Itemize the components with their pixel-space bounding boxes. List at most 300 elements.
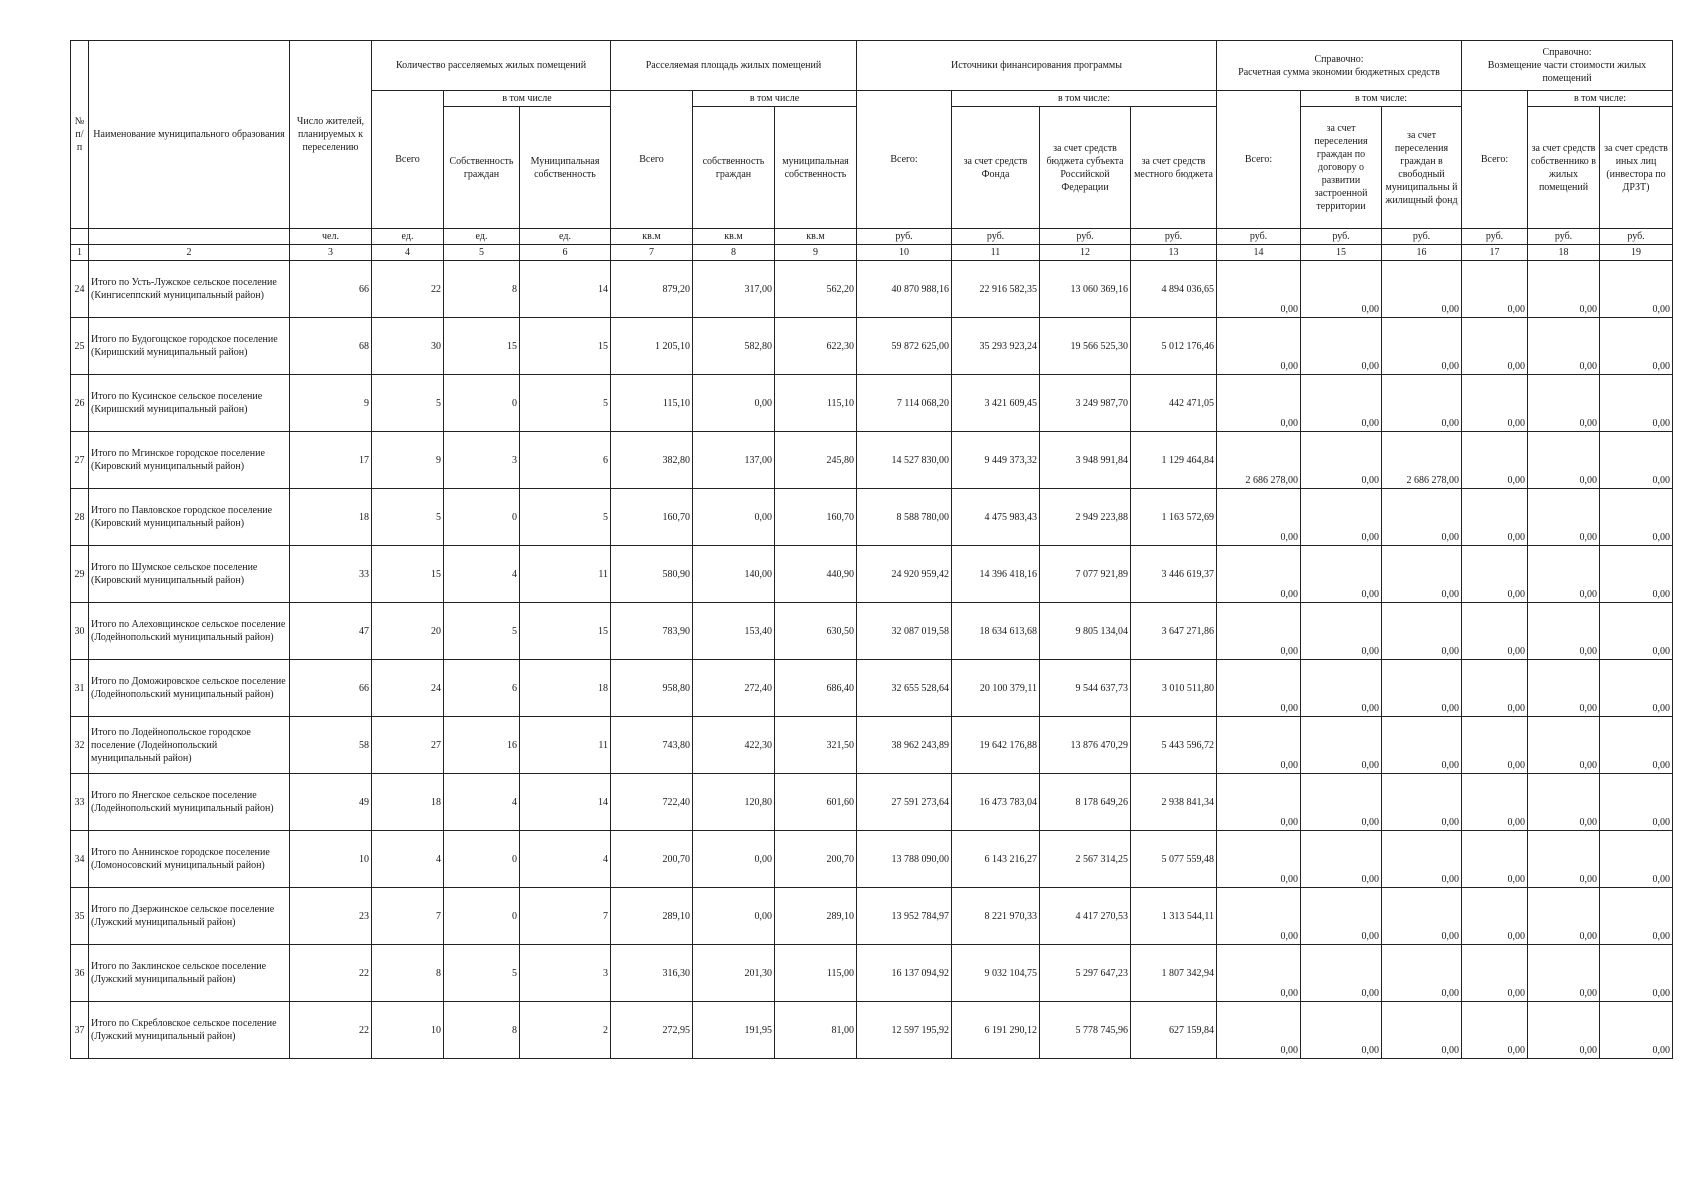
area-total-header: Всего <box>611 91 693 229</box>
value-cell: 562,20 <box>775 261 857 318</box>
value-cell: 4 417 270,53 <box>1040 888 1131 945</box>
value-cell: 0,00 <box>1217 603 1301 660</box>
unit-cell: ед. <box>372 229 444 245</box>
value-cell: 0,00 <box>1528 603 1600 660</box>
municipality-name: Итого по Шумское сельское поселение (Кировский муниципальный район) <box>89 546 290 603</box>
econ-group-label-1: Справочно: <box>1314 53 1364 65</box>
value-cell: 0,00 <box>1462 261 1528 318</box>
value-cell: 5 <box>520 489 611 546</box>
column-number-cell: 13 <box>1131 245 1217 261</box>
value-cell: 0,00 <box>1301 831 1382 888</box>
value-cell: 0,00 <box>1600 375 1673 432</box>
value-cell: 30 <box>372 318 444 375</box>
fin-fund-header: за счет средств Фонда <box>952 107 1040 229</box>
value-cell: 32 087 019,58 <box>857 603 952 660</box>
value-cell: 0,00 <box>1462 318 1528 375</box>
value-cell: 0,00 <box>1301 603 1382 660</box>
unit-cell: руб. <box>1040 229 1131 245</box>
value-cell: 6 143 216,27 <box>952 831 1040 888</box>
value-cell: 19 566 525,30 <box>1040 318 1131 375</box>
value-cell: 3 647 271,86 <box>1131 603 1217 660</box>
municipality-name: Итого по Мгинское городское поселение (Кировский муниципальный район) <box>89 432 290 489</box>
unit-cell: руб. <box>1382 229 1462 245</box>
unit-cell: руб. <box>1600 229 1673 245</box>
value-cell: 0,00 <box>1600 831 1673 888</box>
value-cell: 722,40 <box>611 774 693 831</box>
value-cell: 47 <box>290 603 372 660</box>
value-cell: 2 686 278,00 <box>1217 432 1301 489</box>
column-number-cell: 7 <box>611 245 693 261</box>
column-number-cell: 11 <box>952 245 1040 261</box>
table-row <box>71 1002 1673 1059</box>
column-number-cell: 16 <box>1382 245 1462 261</box>
value-cell: 9 449 373,32 <box>952 432 1040 489</box>
unit-cell: ед. <box>444 229 520 245</box>
value-cell: 27 <box>372 717 444 774</box>
qty-incl-header: в том числе <box>444 91 611 107</box>
value-cell: 2 686 278,00 <box>1382 432 1462 489</box>
unit-cell <box>89 229 290 245</box>
value-cell: 5 <box>372 489 444 546</box>
municipality-name: Итого по Кусинское сельское поселение (Киришский муниципальный район) <box>89 375 290 432</box>
value-cell: 8 221 970,33 <box>952 888 1040 945</box>
value-cell: 0,00 <box>1462 945 1528 1002</box>
value-cell: 0,00 <box>1600 318 1673 375</box>
unit-cell: руб. <box>1301 229 1382 245</box>
municipality-name: Итого по Заклинское сельское поселение (Лужский муниципальный район) <box>89 945 290 1002</box>
municipality-name: Итого по Скребловское сельское поселение (Лужский муниципальный район) <box>89 1002 290 1059</box>
value-cell: 27 591 273,64 <box>857 774 952 831</box>
value-cell: 18 634 613,68 <box>952 603 1040 660</box>
value-cell: 0,00 <box>1528 432 1600 489</box>
value-cell: 4 <box>372 831 444 888</box>
value-cell: 24 <box>372 660 444 717</box>
unit-cell: руб. <box>1131 229 1217 245</box>
value-cell: 0,00 <box>1382 375 1462 432</box>
value-cell: 0,00 <box>1382 945 1462 1002</box>
value-cell: 3 948 991,84 <box>1040 432 1131 489</box>
value-cell: 580,90 <box>611 546 693 603</box>
value-cell: 0,00 <box>1382 1002 1462 1059</box>
value-cell: 0,00 <box>693 888 775 945</box>
area-group-header: Расселяемая площадь жилых помещений <box>611 41 857 91</box>
value-cell: 0,00 <box>1600 888 1673 945</box>
table-row <box>71 888 1673 945</box>
value-cell: 0,00 <box>1382 603 1462 660</box>
value-cell: 9 032 104,75 <box>952 945 1040 1002</box>
value-cell: 160,70 <box>775 489 857 546</box>
value-cell: 59 872 625,00 <box>857 318 952 375</box>
row-number: 35 <box>71 888 89 945</box>
value-cell: 32 655 528,64 <box>857 660 952 717</box>
value-cell: 11 <box>520 717 611 774</box>
table-row <box>71 375 1673 432</box>
row-number: 36 <box>71 945 89 1002</box>
value-cell: 191,95 <box>693 1002 775 1059</box>
value-cell: 0 <box>444 375 520 432</box>
value-cell: 4 <box>520 831 611 888</box>
table-row <box>71 660 1673 717</box>
row-number: 29 <box>71 546 89 603</box>
value-cell: 5 012 176,46 <box>1131 318 1217 375</box>
value-cell: 0,00 <box>1382 489 1462 546</box>
value-cell: 958,80 <box>611 660 693 717</box>
value-cell: 200,70 <box>775 831 857 888</box>
column-number-cell: 2 <box>89 245 290 261</box>
resettlement-table <box>70 40 1673 1059</box>
value-cell: 0,00 <box>1528 888 1600 945</box>
value-cell: 0,00 <box>1217 318 1301 375</box>
fin-total-header: Всего: <box>857 91 952 229</box>
table-row <box>71 318 1673 375</box>
value-cell: 58 <box>290 717 372 774</box>
value-cell: 0,00 <box>1217 831 1301 888</box>
value-cell: 115,10 <box>611 375 693 432</box>
value-cell: 0,00 <box>1382 660 1462 717</box>
value-cell: 0 <box>444 489 520 546</box>
value-cell: 0,00 <box>693 375 775 432</box>
row-number: 32 <box>71 717 89 774</box>
value-cell: 13 876 470,29 <box>1040 717 1131 774</box>
value-cell: 3 <box>520 945 611 1002</box>
value-cell: 66 <box>290 261 372 318</box>
value-cell: 18 <box>372 774 444 831</box>
qty-total-header: Всего <box>372 91 444 229</box>
unit-cell: руб. <box>857 229 952 245</box>
value-cell: 9 <box>290 375 372 432</box>
value-cell: 22 916 582,35 <box>952 261 1040 318</box>
value-cell: 0,00 <box>1528 375 1600 432</box>
row-number: 37 <box>71 1002 89 1059</box>
value-cell: 4 894 036,65 <box>1131 261 1217 318</box>
value-cell: 18 <box>520 660 611 717</box>
value-cell: 2 <box>520 1002 611 1059</box>
value-cell: 18 <box>290 489 372 546</box>
value-cell: 3 446 619,37 <box>1131 546 1217 603</box>
econ-dev-header: за счет переселения граждан по договору о развитии застроенной территории <box>1301 107 1382 229</box>
value-cell: 10 <box>372 1002 444 1059</box>
value-cell: 22 <box>290 945 372 1002</box>
value-cell: 6 191 290,12 <box>952 1002 1040 1059</box>
fin-local-header: за счет средств местного бюджета <box>1131 107 1217 229</box>
municipality-name: Итого по Янегское сельское поселение (Лодейнопольский муниципальный район) <box>89 774 290 831</box>
table-row <box>71 489 1673 546</box>
table-body <box>71 261 1673 1059</box>
value-cell: 5 <box>372 375 444 432</box>
value-cell: 0,00 <box>1600 489 1673 546</box>
value-cell: 0,00 <box>1382 888 1462 945</box>
value-cell: 0,00 <box>1301 489 1382 546</box>
value-cell: 200,70 <box>611 831 693 888</box>
value-cell: 9 544 637,73 <box>1040 660 1131 717</box>
econ-free-header: за счет переселения граждан в свободный муниципальны й жилищный фонд <box>1382 107 1462 229</box>
value-cell: 289,10 <box>611 888 693 945</box>
value-cell: 14 <box>520 261 611 318</box>
table-row <box>71 261 1673 318</box>
table-row <box>71 717 1673 774</box>
value-cell: 0,00 <box>1382 774 1462 831</box>
econ-total-header: Всего: <box>1217 91 1301 229</box>
value-cell: 0,00 <box>1301 261 1382 318</box>
value-cell: 40 870 988,16 <box>857 261 952 318</box>
value-cell: 0,00 <box>1528 261 1600 318</box>
value-cell: 13 952 784,97 <box>857 888 952 945</box>
comp-incl-header: в том числе: <box>1528 91 1673 107</box>
col-name-header: Наименование муниципального образования <box>89 41 290 229</box>
municipality-name: Итого по Алеховщинское сельское поселение (Лодейнопольский муниципальный район) <box>89 603 290 660</box>
municipality-name: Итого по Усть-Лужское сельское поселение (Кингисеппский муниципальный район) <box>89 261 290 318</box>
column-number-cell: 10 <box>857 245 952 261</box>
value-cell: 442 471,05 <box>1131 375 1217 432</box>
value-cell: 16 473 783,04 <box>952 774 1040 831</box>
value-cell: 14 396 418,16 <box>952 546 1040 603</box>
column-number-cell: 1 <box>71 245 89 261</box>
value-cell: 0,00 <box>1217 489 1301 546</box>
value-cell: 0,00 <box>1217 717 1301 774</box>
value-cell: 0,00 <box>1600 945 1673 1002</box>
value-cell: 140,00 <box>693 546 775 603</box>
value-cell: 0,00 <box>1462 888 1528 945</box>
value-cell: 0,00 <box>1462 432 1528 489</box>
value-cell: 33 <box>290 546 372 603</box>
value-cell: 115,10 <box>775 375 857 432</box>
unit-cell: кв.м <box>775 229 857 245</box>
value-cell: 6 <box>520 432 611 489</box>
value-cell: 160,70 <box>611 489 693 546</box>
column-number-cell: 9 <box>775 245 857 261</box>
value-cell: 81,00 <box>775 1002 857 1059</box>
table-row <box>71 945 1673 1002</box>
municipality-name: Итого по Дзержинское сельское поселение (Лужский муниципальный район) <box>89 888 290 945</box>
value-cell: 8 178 649,26 <box>1040 774 1131 831</box>
value-cell: 0,00 <box>693 489 775 546</box>
table-row <box>71 774 1673 831</box>
value-cell: 1 129 464,84 <box>1131 432 1217 489</box>
value-cell: 1 313 544,11 <box>1131 888 1217 945</box>
value-cell: 14 <box>520 774 611 831</box>
row-number: 30 <box>71 603 89 660</box>
value-cell: 630,50 <box>775 603 857 660</box>
value-cell: 5 443 596,72 <box>1131 717 1217 774</box>
value-cell: 5 778 745,96 <box>1040 1002 1131 1059</box>
column-number-cell: 18 <box>1528 245 1600 261</box>
value-cell: 7 114 068,20 <box>857 375 952 432</box>
value-cell: 7 077 921,89 <box>1040 546 1131 603</box>
value-cell: 10 <box>290 831 372 888</box>
value-cell: 1 205,10 <box>611 318 693 375</box>
value-cell: 2 567 314,25 <box>1040 831 1131 888</box>
unit-cell: кв.м <box>693 229 775 245</box>
value-cell: 0,00 <box>1462 717 1528 774</box>
unit-cell: кв.м <box>611 229 693 245</box>
value-cell: 22 <box>290 1002 372 1059</box>
value-cell: 0,00 <box>1382 261 1462 318</box>
value-cell: 0,00 <box>1528 489 1600 546</box>
column-number-cell: 12 <box>1040 245 1131 261</box>
fin-incl-header: в том числе: <box>952 91 1217 107</box>
value-cell: 245,80 <box>775 432 857 489</box>
value-cell: 0,00 <box>1301 717 1382 774</box>
value-cell: 0,00 <box>1528 945 1600 1002</box>
value-cell: 0,00 <box>1301 1002 1382 1059</box>
column-number-cell: 6 <box>520 245 611 261</box>
value-cell: 13 060 369,16 <box>1040 261 1131 318</box>
value-cell: 0,00 <box>693 831 775 888</box>
value-cell: 0,00 <box>1217 660 1301 717</box>
value-cell: 0,00 <box>1528 831 1600 888</box>
qty-municipal-header: Муниципальная собственность <box>520 107 611 229</box>
value-cell: 0,00 <box>1462 546 1528 603</box>
column-number-cell: 15 <box>1301 245 1382 261</box>
value-cell: 20 <box>372 603 444 660</box>
value-cell: 627 159,84 <box>1131 1002 1217 1059</box>
units-row <box>71 229 1673 245</box>
comp-group-header <box>1462 41 1673 91</box>
value-cell: 582,80 <box>693 318 775 375</box>
value-cell: 0,00 <box>1528 774 1600 831</box>
row-number: 33 <box>71 774 89 831</box>
value-cell: 9 805 134,04 <box>1040 603 1131 660</box>
unit-cell <box>71 229 89 245</box>
value-cell: 0 <box>444 888 520 945</box>
value-cell: 5 <box>444 945 520 1002</box>
value-cell: 7 <box>520 888 611 945</box>
value-cell: 38 962 243,89 <box>857 717 952 774</box>
value-cell: 15 <box>520 603 611 660</box>
value-cell: 35 293 923,24 <box>952 318 1040 375</box>
fin-group-header: Источники финансирования программы <box>857 41 1217 91</box>
value-cell: 68 <box>290 318 372 375</box>
value-cell: 0,00 <box>1217 774 1301 831</box>
value-cell: 0,00 <box>1528 660 1600 717</box>
value-cell: 0,00 <box>1462 774 1528 831</box>
value-cell: 5 <box>444 603 520 660</box>
unit-cell: руб. <box>1528 229 1600 245</box>
value-cell: 49 <box>290 774 372 831</box>
municipality-name: Итого по Доможировское сельское поселение (Лодейнопольский муниципальный район) <box>89 660 290 717</box>
comp-group-label-2: Возмещение части стоимости жилых помещений <box>1487 60 1647 84</box>
municipality-name: Итого по Будогощское городское поселение (Киришский муниципальный район) <box>89 318 290 375</box>
row-number: 26 <box>71 375 89 432</box>
value-cell: 0,00 <box>1217 1002 1301 1059</box>
column-number-cell: 3 <box>290 245 372 261</box>
table-row <box>71 831 1673 888</box>
value-cell: 743,80 <box>611 717 693 774</box>
column-number-cell: 4 <box>372 245 444 261</box>
value-cell: 0,00 <box>1462 489 1528 546</box>
value-cell: 9 <box>372 432 444 489</box>
value-cell: 22 <box>372 261 444 318</box>
value-cell: 0,00 <box>1528 717 1600 774</box>
area-citizens-header: собственность граждан <box>693 107 775 229</box>
value-cell: 0,00 <box>1462 603 1528 660</box>
value-cell: 23 <box>290 888 372 945</box>
value-cell: 0,00 <box>1301 546 1382 603</box>
value-cell: 0 <box>444 831 520 888</box>
value-cell: 201,30 <box>693 945 775 1002</box>
value-cell: 8 <box>444 261 520 318</box>
value-cell: 321,50 <box>775 717 857 774</box>
value-cell: 16 137 094,92 <box>857 945 952 1002</box>
value-cell: 317,00 <box>693 261 775 318</box>
value-cell: 3 421 609,45 <box>952 375 1040 432</box>
value-cell: 783,90 <box>611 603 693 660</box>
value-cell: 115,00 <box>775 945 857 1002</box>
comp-other-header: за счет средств иных лиц (инвестора по ДРЗТ) <box>1600 107 1673 229</box>
comp-owners-header: за счет средств собственнико в жилых помещений <box>1528 107 1600 229</box>
value-cell: 0,00 <box>1462 831 1528 888</box>
value-cell: 2 938 841,34 <box>1131 774 1217 831</box>
value-cell: 0,00 <box>1301 375 1382 432</box>
value-cell: 0,00 <box>1217 945 1301 1002</box>
value-cell: 272,95 <box>611 1002 693 1059</box>
value-cell: 5 077 559,48 <box>1131 831 1217 888</box>
value-cell: 17 <box>290 432 372 489</box>
value-cell: 4 <box>444 546 520 603</box>
value-cell: 0,00 <box>1600 432 1673 489</box>
value-cell: 1 163 572,69 <box>1131 489 1217 546</box>
value-cell: 0,00 <box>1217 375 1301 432</box>
row-number: 31 <box>71 660 89 717</box>
area-municipal-header: муниципальная собственность <box>775 107 857 229</box>
value-cell: 0,00 <box>1301 432 1382 489</box>
value-cell: 8 588 780,00 <box>857 489 952 546</box>
value-cell: 0,00 <box>1382 831 1462 888</box>
value-cell: 5 <box>520 375 611 432</box>
value-cell: 879,20 <box>611 261 693 318</box>
row-number: 28 <box>71 489 89 546</box>
value-cell: 0,00 <box>1600 774 1673 831</box>
value-cell: 0,00 <box>1600 660 1673 717</box>
municipality-name: Итого по Аннинское городское поселение (Ломоносовский муниципальный район) <box>89 831 290 888</box>
value-cell: 0,00 <box>1301 660 1382 717</box>
value-cell: 8 <box>372 945 444 1002</box>
unit-cell: чел. <box>290 229 372 245</box>
municipality-name: Итого по Лодейнопольское городское поселение (Лодейнопольский муниципальный район) <box>89 717 290 774</box>
value-cell: 0,00 <box>1301 888 1382 945</box>
value-cell: 3 <box>444 432 520 489</box>
econ-group-label-2: Расчетная сумма экономии бюджетных средств <box>1238 66 1440 78</box>
value-cell: 440,90 <box>775 546 857 603</box>
value-cell: 0,00 <box>1217 261 1301 318</box>
value-cell: 7 <box>372 888 444 945</box>
municipality-name: Итого по Павловское городское поселение (Кировский муниципальный район) <box>89 489 290 546</box>
value-cell: 272,40 <box>693 660 775 717</box>
value-cell: 19 642 176,88 <box>952 717 1040 774</box>
col-residents-header: Число жителей, планируемых к переселению <box>290 41 372 229</box>
table-row <box>71 432 1673 489</box>
column-number-cell: 8 <box>693 245 775 261</box>
qty-group-header: Количество расселяемых жилых помещений <box>372 41 611 91</box>
value-cell: 382,80 <box>611 432 693 489</box>
unit-cell: руб. <box>1217 229 1301 245</box>
value-cell: 11 <box>520 546 611 603</box>
table-row <box>71 603 1673 660</box>
row-number: 25 <box>71 318 89 375</box>
value-cell: 8 <box>444 1002 520 1059</box>
table-row <box>71 546 1673 603</box>
value-cell: 0,00 <box>1301 774 1382 831</box>
value-cell: 0,00 <box>1217 888 1301 945</box>
unit-cell: руб. <box>1462 229 1528 245</box>
value-cell: 13 788 090,00 <box>857 831 952 888</box>
fin-subject-header: за счет средств бюджета субъекта Российской Федерации <box>1040 107 1131 229</box>
value-cell: 24 920 959,42 <box>857 546 952 603</box>
comp-total-header: Всего: <box>1462 91 1528 229</box>
value-cell: 15 <box>520 318 611 375</box>
row-number: 27 <box>71 432 89 489</box>
value-cell: 4 475 983,43 <box>952 489 1040 546</box>
